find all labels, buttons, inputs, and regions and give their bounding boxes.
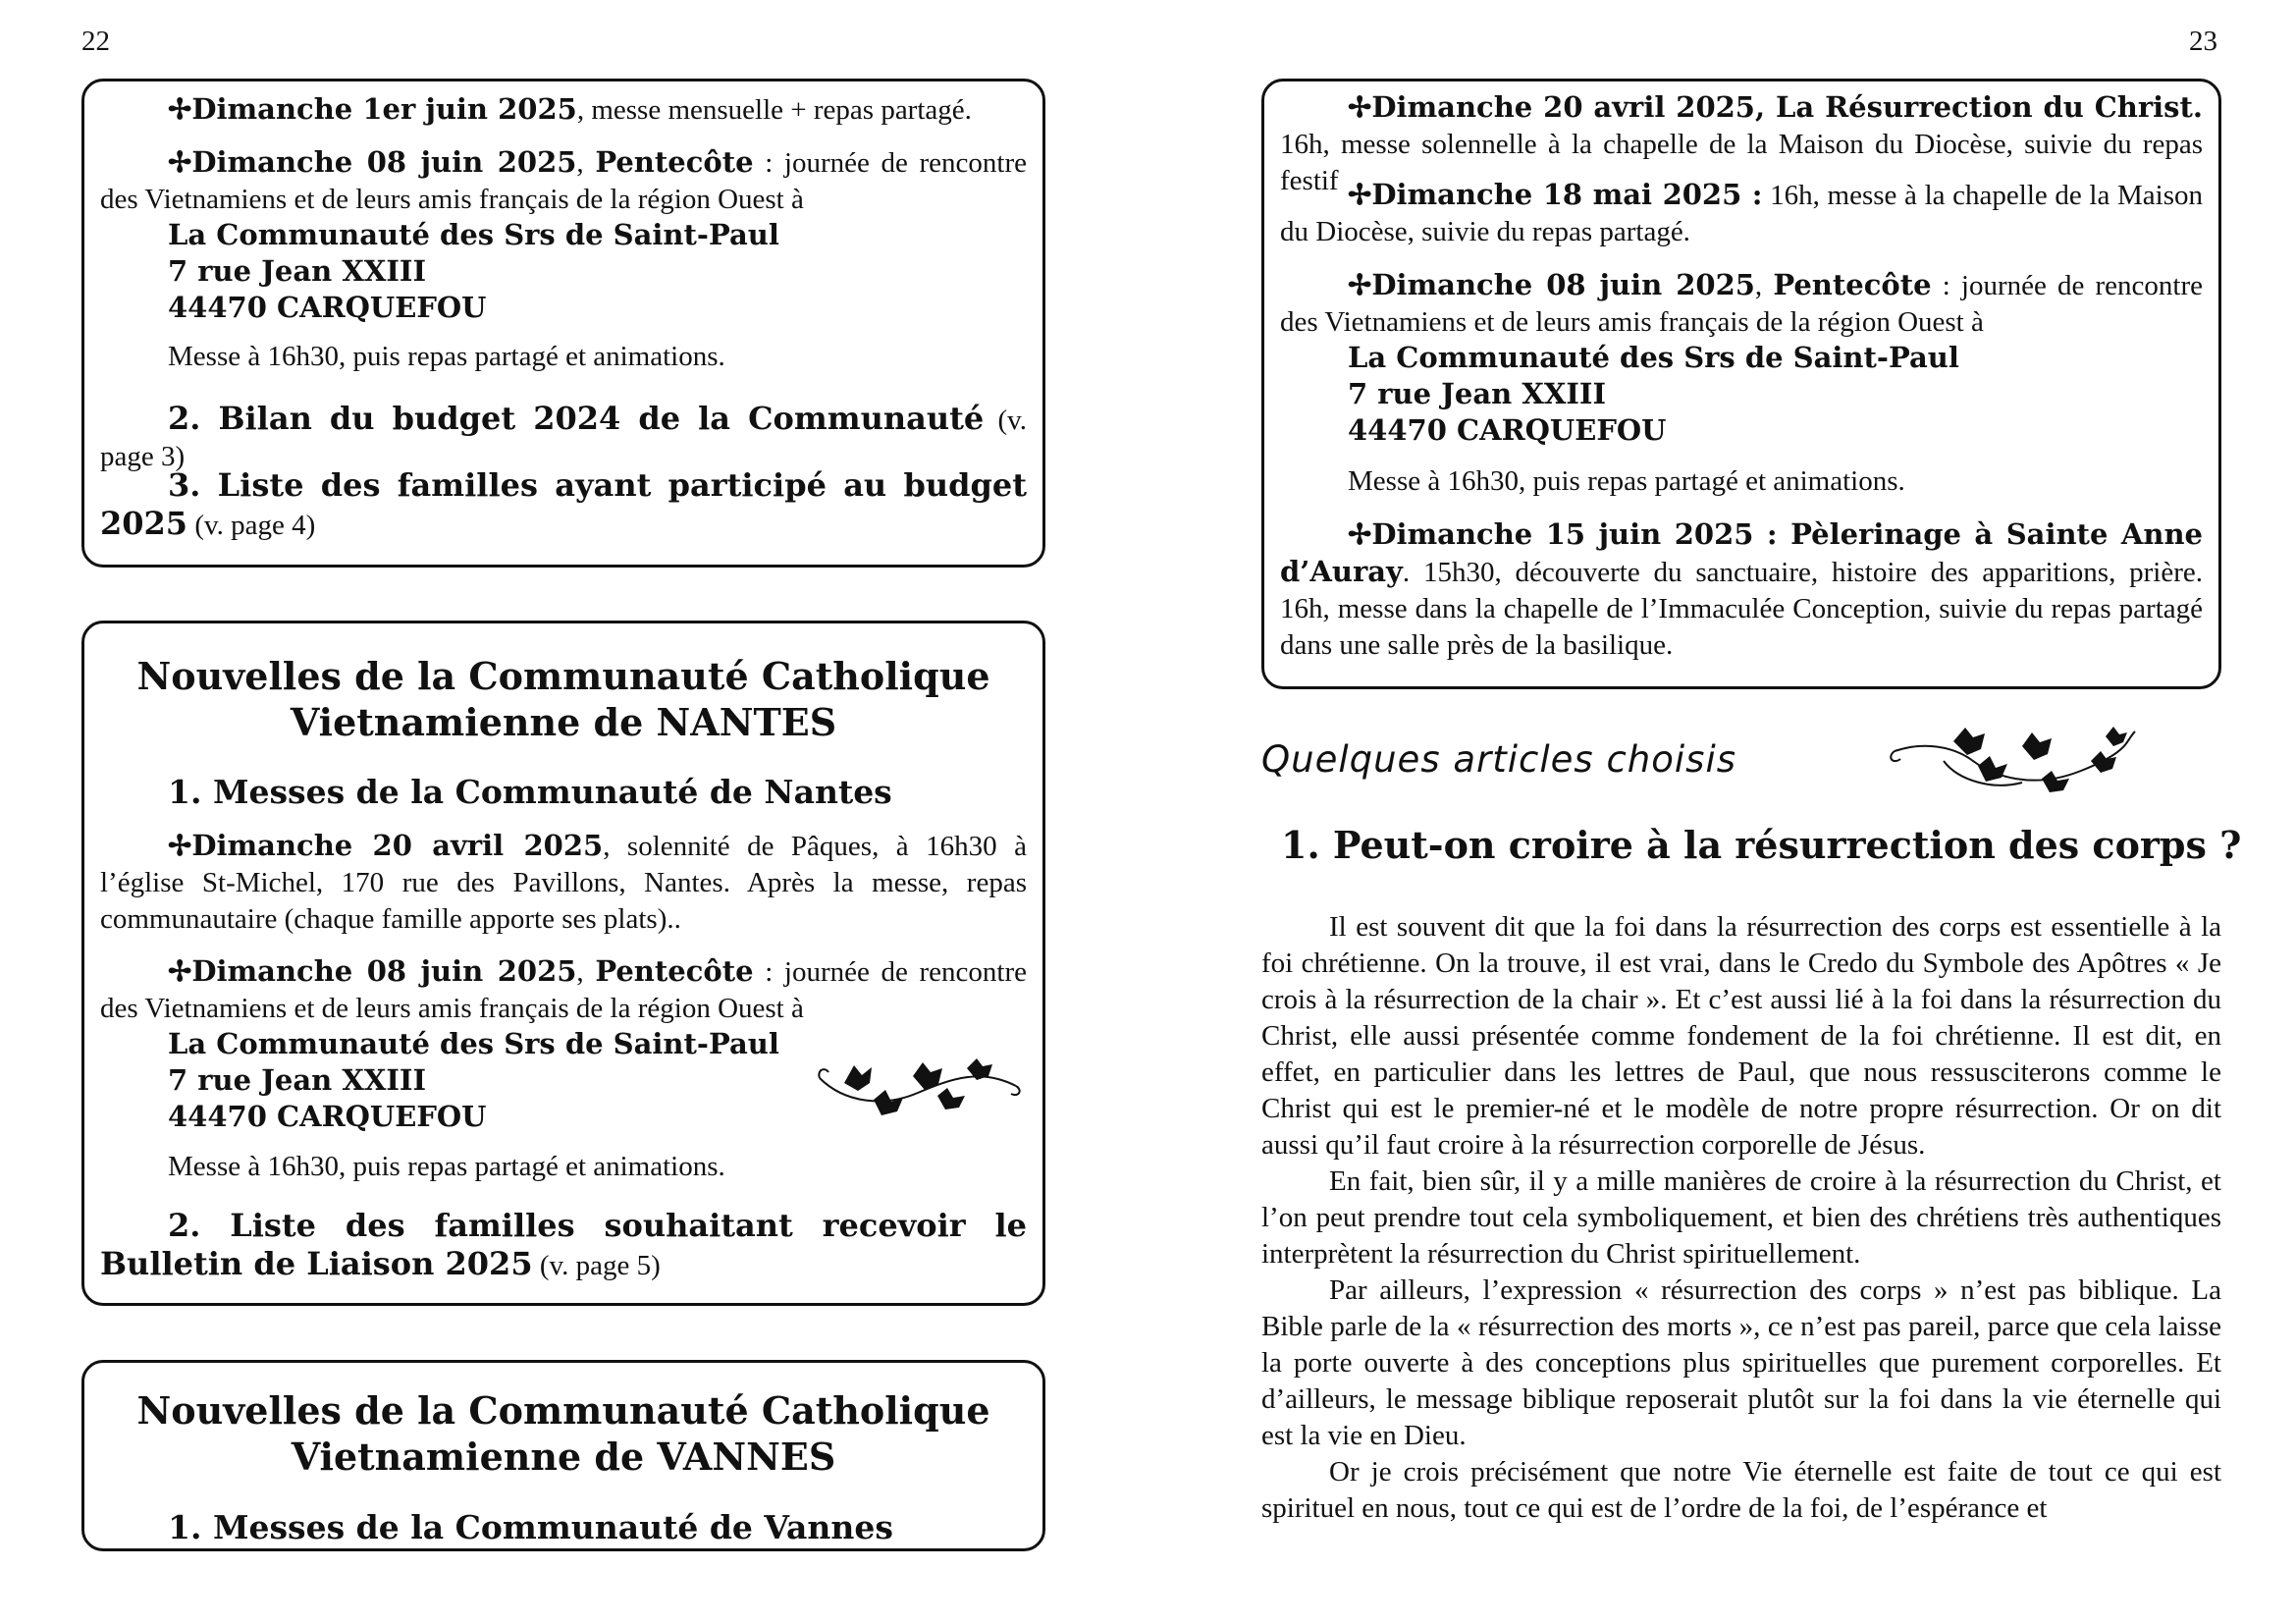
article-paragraph: Or je crois précisément que notre Vie éternelle est faite de tout ce qui est spirituel en nous, tout ce qui est de l’ordre de la foi, de l’espérance et (1261, 1456, 2221, 1524)
maltese-cross-icon: ✢ (1348, 92, 1372, 124)
nantes-masses-heading: 1. Messes de la Communauté de Nantes (168, 773, 892, 811)
maltese-cross-icon: ✢ (168, 956, 192, 988)
mass-info: Messe à 16h30, puis repas partagé et animations. (168, 341, 725, 372)
event-paragraph-pilgrimage: ✢Dimanche 15 juin 2025 : Pèlerinage à Sainte Anne d’Auray. 15h30, découverte du sanctuaire, histoire des apparitions, prière. 16h, messe dans la chapelle de l’Immaculée Conception, suivie du repas partagé dans une salle près de la basilique. (1280, 517, 2203, 661)
event-paragraph-pentecost: ✢Dimanche 08 juin 2025, Pentecôte : journée de rencontre des Vietnamiens et de leurs amis français de la région Ouest à (100, 145, 1027, 215)
maltese-cross-icon: ✢ (168, 831, 192, 862)
page-number-left: 22 (81, 26, 110, 57)
ivy-vine-ornament-icon (1885, 722, 2145, 810)
page-number-right: 23 (2189, 26, 2217, 57)
ivy-vine-ornament-icon (815, 1049, 1026, 1127)
address-line-1: La Communauté des Srs de Saint-Paul (168, 1027, 779, 1060)
event-paragraph-may18: ✢Dimanche 18 mai 2025 : 16h, messe à la chapelle de la Maison du Diocèse, suivie du repas partagé. (1280, 178, 2203, 247)
article-body (1261, 909, 2221, 1527)
families-budget-item: 3. Liste des familles ayant participé au budget 2025 (v. page 4) (100, 466, 1027, 542)
address-line-2: 7 rue Jean XXIII (1348, 377, 1607, 410)
bulletin-families-item: 2. Liste des familles souhaitant recevoir le Bulletin de Liaison 2025 (v. page 5) (100, 1207, 1027, 1282)
mass-info: Messe à 16h30, puis repas partagé et animations. (1348, 465, 1905, 497)
address-line-2: 7 rue Jean XXIII (168, 1063, 427, 1097)
maltese-cross-icon: ✢ (1348, 519, 1372, 551)
mass-info: Messe à 16h30, puis repas partagé et animations. (168, 1151, 725, 1182)
maltese-cross-icon: ✢ (168, 147, 192, 179)
nantes-title-line2: Vietnamienne de NANTES (290, 700, 837, 744)
vannes-title-line2: Vietnamienne de VANNES (291, 1435, 836, 1479)
article-title: 1. Peut-on croire à la résurrection des corps ? (1281, 823, 2242, 867)
maltese-cross-icon: ✢ (1348, 180, 1372, 211)
event-paragraph-pentecost: ✢Dimanche 08 juin 2025, Pentecôte : journée de rencontre des Vietnamiens et de leurs amis français de la région Ouest à (1280, 268, 2203, 338)
article-paragraph: Par ailleurs, l’expression « résurrection des corps » n’est pas biblique. La Bible parle de la « résurrection des morts », ce n’est pas pareil, parce que cela laisse la porte ouverte à des conceptions plus spirituelles que purement corporelles. Et d’ailleurs, le message biblique reposerait plutôt sur la foi dans la vie éternelle qui est la vie en Dieu. (1261, 1274, 2221, 1451)
article-paragraph: Il est souvent dit que la foi dans la résurrection des corps est essentielle à la foi chrétienne. On la trouve, il est vrai, dans le Credo du Symbole des Apôtres « Je crois à la résurrection de la chair ». Et c’est aussi lié à la foi dans la résurrection du Christ, elle aussi présentée comme fondement de la foi chrétienne. Il est dit, en effet, en particulier dans les lettres de Paul, que nous ressusciterons comme le Christ qui est le premier-né et le modèle de notre propre résurrection. Or on dit aussi qu’il faut croire à la résurrection corporelle de Jésus. (1261, 911, 2221, 1161)
vannes-title-line1: Nouvelles de la Communauté Catholique (136, 1388, 990, 1433)
maltese-cross-icon: ✢ (168, 94, 192, 126)
maltese-cross-icon: ✢ (1348, 270, 1372, 301)
address-line-2: 7 rue Jean XXIII (168, 254, 427, 288)
event-paragraph-easter: ✢Dimanche 20 avril 2025, La Résurrection du Christ. 16h, messe solennelle à la chapelle de la Maison du Diocèse, suivie du repas festif (1280, 90, 2203, 196)
address-line-1: La Communauté des Srs de Saint-Paul (1348, 341, 1959, 374)
vannes-masses-heading: 1. Messes de la Communauté de Vannes (168, 1508, 893, 1546)
section-title: Quelques articles choisis (1261, 738, 1736, 781)
nantes-title-line1: Nouvelles de la Communauté Catholique (136, 654, 990, 698)
address-line-1: La Communauté des Srs de Saint-Paul (168, 218, 779, 251)
nantes-event-easter: ✢Dimanche 20 avril 2025, solennité de Pâques, à 16h30 à l’église St-Michel, 170 rue des Pavillons, Nantes. Après la messe, repas communautaire (chaque famille apporte ses plats).. (100, 829, 1027, 935)
address-line-3: 44470 CARQUEFOU (1348, 413, 1667, 447)
budget-review-item: 2. Bilan du budget 2024 de la Communauté (v. page 3) (100, 400, 1027, 472)
address-line-3: 44470 CARQUEFOU (168, 291, 487, 324)
article-paragraph: En fait, bien sûr, il y a mille manières de croire à la résurrection du Christ, et l’on peut prendre tout cela symboliquement, et bien des chrétiens très authentiques interprètent la résurrection du Christ spirituellement. (1261, 1165, 2221, 1270)
nantes-event-pentecost: ✢Dimanche 08 juin 2025, Pentecôte : journée de rencontre des Vietnamiens et de leurs amis français de la région Ouest à (100, 954, 1027, 1024)
address-line-3: 44470 CARQUEFOU (168, 1100, 487, 1133)
event-paragraph-june1: ✢Dimanche 1er juin 2025, messe mensuelle + repas partagé. (168, 92, 972, 126)
